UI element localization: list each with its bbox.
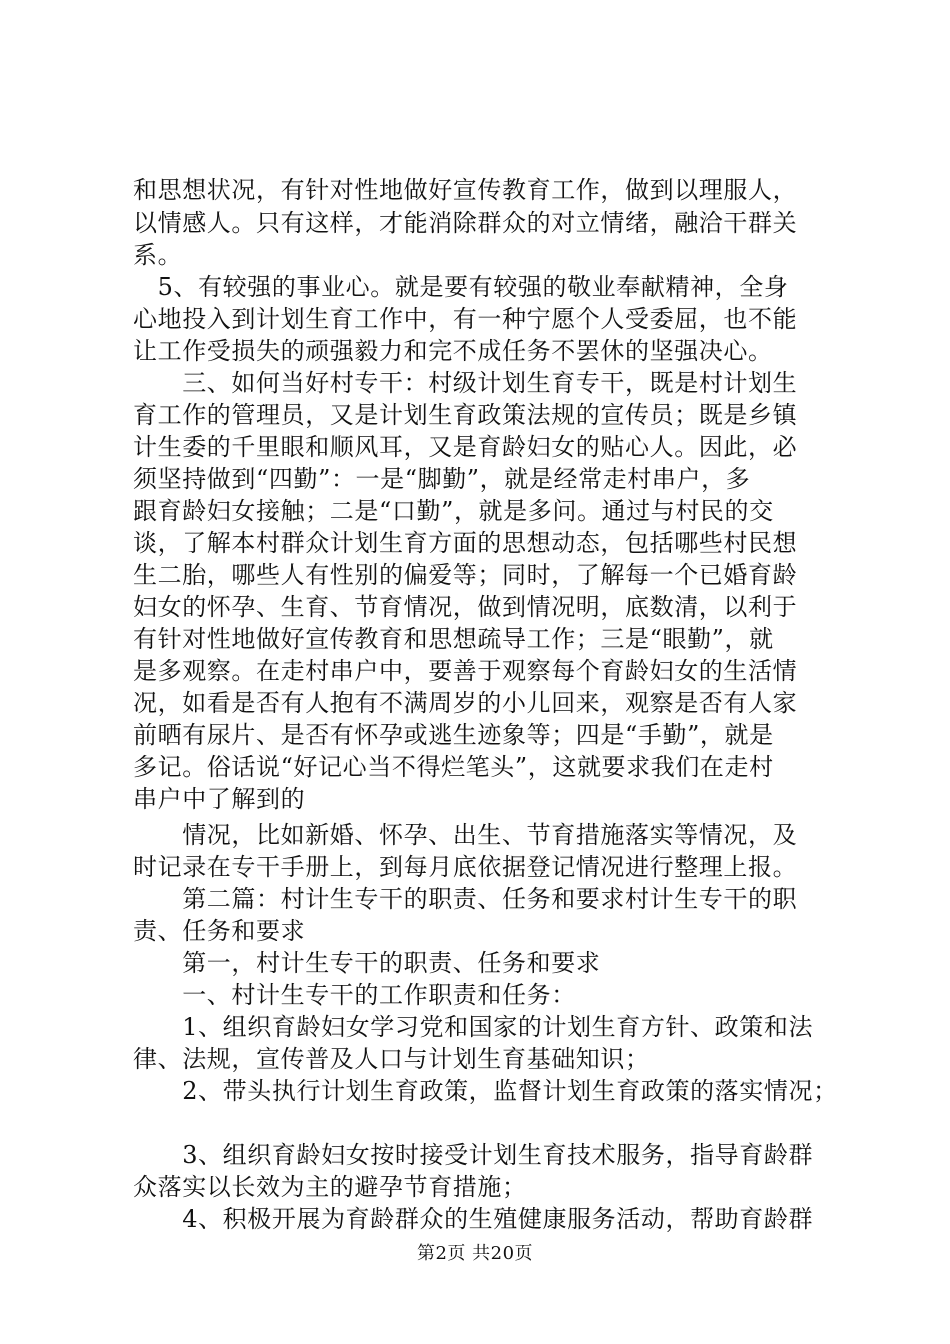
text-line: 4、积极开展为育龄群众的生殖健康服务活动，帮助育龄群 <box>133 1205 814 1233</box>
text-line: 三、如何当好村专干：村级计划生育专干，既是村计划生 <box>133 369 798 397</box>
text-line: 是多观察。在走村串户中，要善于观察每个育龄妇女的生活情 <box>133 657 798 685</box>
text-line: 系。 <box>133 241 183 269</box>
text-line: 生二胎，哪些人有性别的偏爱等；同时，了解每一个已婚育龄 <box>133 561 798 589</box>
text-line: 串户中了解到的 <box>133 785 306 813</box>
text-line: 跟育龄妇女接触；二是“口勤”，就是多问。通过与村民的交 <box>133 497 774 525</box>
text-line: 谈，了解本村群众计划生育方面的思想动态，包括哪些村民想 <box>133 529 798 557</box>
text-line: 须坚持做到“四勤”：一是“脚勤”，就是经常走村串户，多 <box>133 465 751 493</box>
text-line: 众落实以长效为主的避孕节育措施； <box>133 1173 527 1201</box>
text-line: 第二篇：村计生专干的职责、任务和要求村计生专干的职 <box>133 885 798 913</box>
text-line: 3、组织育龄妇女按时接受计划生育技术服务，指导育龄群 <box>133 1141 814 1169</box>
text-line: 2、带头执行计划生育政策，监督计划生育政策的落实情况； <box>133 1077 838 1105</box>
text-line: 有针对性地做好宣传教育和思想疏导工作；三是“眼勤”，就 <box>133 625 774 653</box>
text-line: 多记。俗话说“好记心当不得烂笔头”，这就要求我们在走村 <box>133 753 774 781</box>
text-line: 时记录在专干手册上，到每月底依据登记情况进行整理上报。 <box>133 853 798 881</box>
text-line: 让工作受损失的顽强毅力和完不成任务不罢休的坚强决心。 <box>133 337 773 365</box>
text-line: 计生委的千里眼和顺风耳，又是育龄妇女的贴心人。因此，必 <box>133 433 798 461</box>
text-line: 和思想状况，有针对性地做好宣传教育工作，做到以理服人， <box>133 176 798 204</box>
text-line: 1、组织育龄妇女学习党和国家的计划生育方针、政策和法 <box>133 1013 814 1041</box>
text-line: 5、有较强的事业心。就是要有较强的敬业奉献精神，全身 <box>133 273 789 301</box>
text-line: 心地投入到计划生育工作中，有一种宁愿个人受委屈，也不能 <box>133 305 798 333</box>
text-line: 第一，村计生专干的职责、任务和要求 <box>133 949 601 977</box>
text-line: 况，如看是否有人抱有不满周岁的小儿回来，观察是否有人家 <box>133 689 798 717</box>
text-line: 一、村计生专干的工作职责和任务： <box>133 981 576 1009</box>
text-line: 律、法规，宣传普及人口与计划生育基础知识； <box>133 1045 650 1073</box>
text-line: 妇女的怀孕、生育、节育情况，做到情况明，底数清，以利于 <box>133 593 798 621</box>
text-line: 责、任务和要求 <box>133 917 306 945</box>
text-line: 育工作的管理员，又是计划生育政策法规的宣传员；既是乡镇 <box>133 401 798 429</box>
text-line: 以情感人。只有这样，才能消除群众的对立情绪，融洽干群关 <box>133 209 798 237</box>
text-line: 前晒有尿片、是否有怀孕或逃生迹象等；四是“手勤”，就是 <box>133 721 774 749</box>
page-number-footer: 第2页 共20页 <box>416 1243 534 1264</box>
text-line: 情况，比如新婚、怀孕、出生、节育措施落实等情况，及 <box>133 821 798 849</box>
